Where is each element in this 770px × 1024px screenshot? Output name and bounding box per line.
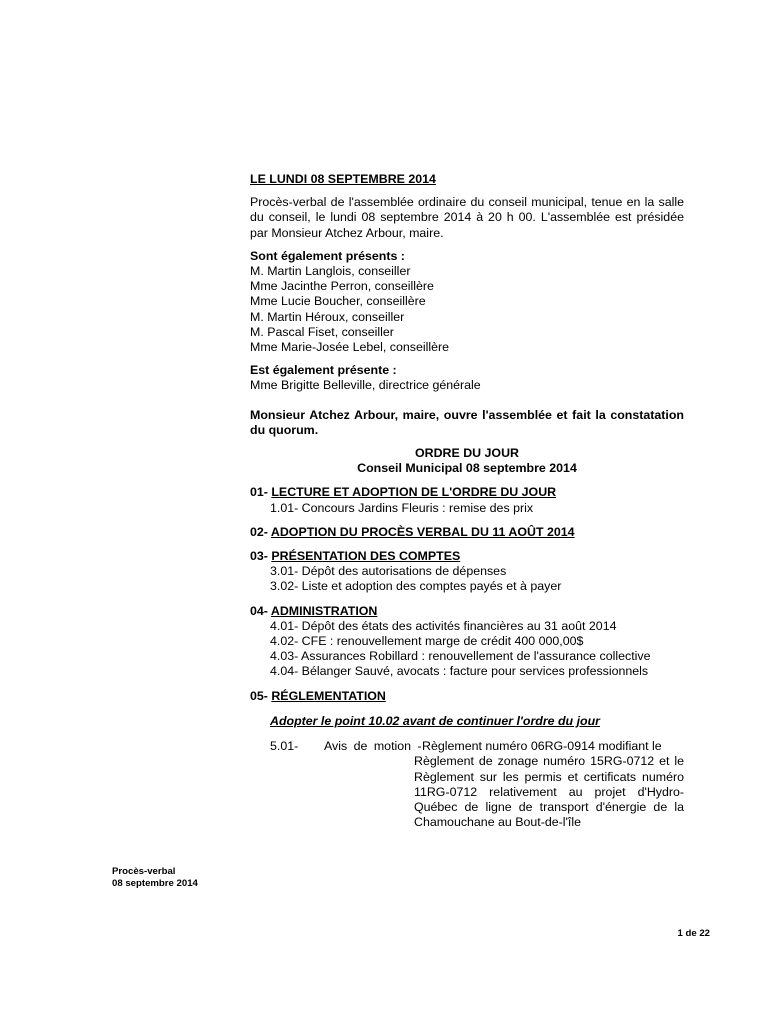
section-title: PRÉSENTATION DES COMPTES	[271, 549, 461, 564]
also-present-block	[250, 363, 684, 393]
present-member: M. Martin Héroux, conseiller	[250, 309, 405, 324]
intro-paragraph: Procès-verbal de l'assemblée ordinaire du conseil municipal, tenue en la salle du conseil, le lundi 08 septembre 2014 à 20 h 00. L'assemblée est présidée par Monsieur Atchez Arbour, maire.	[250, 195, 684, 240]
section-number: 03-	[250, 549, 272, 564]
agenda-title: ORDRE DU JOUR	[415, 446, 519, 461]
agenda-item: 4.01- Dépôt des états des activités financières au 31 août 2014	[270, 618, 617, 633]
page-number: 1 de 22	[677, 928, 710, 939]
present-member: M. Pascal Fiset, conseiller	[250, 324, 394, 339]
motion-item	[250, 739, 684, 754]
present-member: Mme Lucie Boucher, conseillère	[250, 294, 426, 309]
section-title: ADOPTION DU PROCÈS VERBAL DU 11 AOÛT 2014	[270, 524, 575, 539]
present-member: Mme Marie-Josée Lebel, conseillère	[250, 340, 450, 355]
agenda-item: 3.02- Liste et adoption des comptes payés et à payer	[270, 579, 562, 594]
motion-label: Avis de motion -	[324, 739, 422, 754]
section-number: 02-	[250, 524, 271, 539]
section-title: ADMINISTRATION	[270, 603, 378, 618]
present-heading: Sont également présents :	[250, 248, 405, 263]
motion-first-line: Règlement numéro 06RG-0914 modifiant le	[422, 739, 662, 754]
motion-text	[422, 739, 684, 754]
agenda-item: 3.01- Dépôt des autorisations de dépenses	[270, 564, 507, 579]
minutes-body	[250, 172, 684, 830]
section-title: LECTURE ET ADOPTION DE L'ORDRE DU JOUR	[271, 485, 557, 500]
motion-number: 5.01-	[270, 739, 299, 754]
also-present-heading: Est également présente :	[250, 363, 397, 378]
agenda-section-01	[250, 485, 684, 515]
quorum-statement: Monsieur Atchez Arbour, maire, ouvre l'assemblée et fait la constatation du quorum.	[250, 407, 684, 437]
agenda-section-02	[250, 525, 684, 540]
agenda-note: Adopter le point 10.02 avant de continuer l'ordre du jour	[270, 713, 600, 728]
agenda-subtitle: Conseil Municipal 08 septembre 2014	[357, 461, 577, 476]
meeting-date-title: LE LUNDI 08 SEPTEMBRE 2014	[250, 172, 436, 186]
footer-title: Procès-verbal	[112, 866, 176, 877]
present-member: M. Martin Langlois, conseiller	[250, 264, 411, 279]
agenda-section-03	[250, 549, 684, 595]
present-block	[250, 249, 684, 355]
section-title: RÉGLEMENTATION	[271, 688, 386, 703]
agenda-section-04	[250, 604, 684, 680]
agenda-section-05	[250, 689, 684, 704]
present-member: Mme Jacinthe Perron, conseillère	[250, 279, 434, 294]
footer-date: 08 septembre 2014	[112, 878, 198, 889]
agenda-item: 4.04- Bélanger Sauvé, avocats : facture pour services professionnels	[270, 664, 649, 679]
footer-document-label	[112, 866, 198, 890]
agenda-item: 4.03- Assurances Robillard : renouvellement de l'assurance collective	[270, 649, 651, 664]
section-number: 01-	[250, 485, 272, 500]
motion-continuation: Règlement de zonage numéro 15RG-0712 et le Règlement sur les permis et certificats numéro 11RG-0712 relativement au projet d'Hydro-Québec de ligne de transport d'énergie de la Chamouchane au Bout-de-l'île	[414, 754, 684, 830]
agenda-item: 1.01- Concours Jardins Fleuris : remise des prix	[270, 500, 534, 515]
section-number: 04-	[250, 603, 271, 618]
section-number: 05-	[250, 688, 272, 703]
agenda-item: 4.02- CFE : renouvellement marge de crédit 400 000,00$	[270, 634, 584, 649]
also-present-person: Mme Brigitte Belleville, directrice générale	[250, 378, 481, 393]
